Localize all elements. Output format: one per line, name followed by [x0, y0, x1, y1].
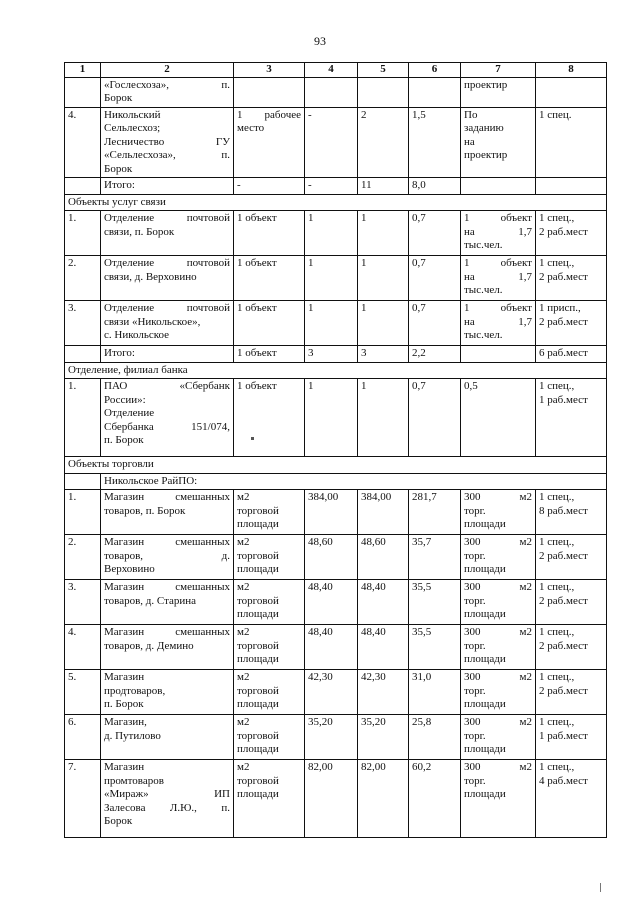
unit-line: - [237, 179, 241, 191]
staff-line: 4 раб.мест [539, 774, 588, 787]
unit [234, 670, 305, 715]
object-name-line: д. Путилово [104, 729, 161, 742]
object-name-line: Борок [104, 162, 133, 175]
staff-line: 1 присп., [539, 302, 581, 314]
table-body [65, 77, 607, 838]
object-name-line: Борок [104, 92, 133, 104]
object-name-line: связи, п. Борок [104, 225, 175, 238]
section-row [65, 362, 607, 379]
table-row [65, 715, 607, 760]
staff-line: 2 раб.мест [539, 225, 588, 238]
header-col-2: 2 [101, 63, 234, 78]
col-4-value: 82,00 [305, 760, 358, 838]
unit-line: м2 [237, 491, 250, 503]
unit-line: торговой [237, 639, 279, 652]
col-6-value: 60,2 [409, 760, 461, 838]
col-5-value: 1 [358, 211, 409, 256]
staff [536, 256, 607, 301]
object-name-line: п. Борок [104, 434, 144, 446]
object-name [101, 178, 234, 195]
norm-line: 300 м2 [464, 716, 532, 728]
staff-line: 1 спец., [539, 626, 575, 638]
norm [461, 346, 536, 363]
subheader-row [65, 473, 607, 490]
object-name [101, 760, 234, 838]
table-row [65, 77, 607, 107]
col-6-value: 281,7 [409, 490, 461, 535]
col-4-value: 1 [305, 379, 358, 457]
unit [234, 346, 305, 363]
norm-line: на [464, 135, 475, 148]
object-name [101, 301, 234, 346]
object-name-line: товаров, п. Борок [104, 504, 186, 517]
col-6-value: 1,5 [409, 107, 461, 178]
col-5-value [358, 77, 409, 107]
staff-line: 2 раб.мест [539, 684, 588, 697]
col-5-value: 82,00 [358, 760, 409, 838]
unit-line: 1 объект [237, 347, 277, 359]
table-row [65, 670, 607, 715]
unit [234, 77, 305, 107]
unit [234, 107, 305, 178]
page-number: 93 [314, 34, 326, 48]
norm-line: торг. [464, 549, 486, 562]
col-5-value: 3 [358, 346, 409, 363]
object-name [101, 490, 234, 535]
unit-line: торговой [237, 774, 279, 787]
col-4-value: 35,20 [305, 715, 358, 760]
col-5-value: 1 [358, 301, 409, 346]
object-name-line: Магазин [104, 761, 145, 773]
staff-line: 6 раб.мест [539, 347, 588, 359]
norm-line: на 1,7 [464, 270, 532, 283]
object-name-line: Залесова Л.Ю., п. [104, 801, 230, 814]
header-col-5: 5 [358, 63, 409, 78]
object-name-line: Магазин смешанных [104, 626, 230, 638]
col-4-value: 1 [305, 301, 358, 346]
unit [234, 760, 305, 838]
object-name-line: продтоваров, [104, 684, 166, 697]
table-row [65, 490, 607, 535]
staff-line: 2 раб.мест [539, 594, 588, 607]
object-name [101, 211, 234, 256]
object-name-line: Никольский [104, 108, 161, 121]
object-name-line: «Мираж» ИП [104, 788, 230, 800]
norm [461, 256, 536, 301]
table-row [65, 535, 607, 580]
norm-line: тыс.чел. [464, 239, 503, 251]
col-4-value: - [305, 178, 358, 195]
unit-line: 1 объект [237, 302, 277, 314]
col-4-value: 48,40 [305, 580, 358, 625]
object-name [101, 715, 234, 760]
unit-line: м2 [237, 626, 250, 638]
object-name-line: России»: [104, 393, 146, 406]
norm [461, 77, 536, 107]
unit-line: площади [237, 653, 279, 665]
col-4-value: 48,40 [305, 625, 358, 670]
col-6-value: 2,2 [409, 346, 461, 363]
staff-line: 2 раб.мест [539, 315, 588, 328]
norm [461, 760, 536, 838]
unit [234, 715, 305, 760]
norm-line: проектир [464, 149, 508, 161]
staff [536, 535, 607, 580]
col-6-value: 8,0 [409, 178, 461, 195]
col-4-value: 1 [305, 256, 358, 301]
object-name-line: Отделение [104, 407, 155, 419]
norm [461, 211, 536, 256]
object-name [101, 77, 234, 107]
header-row [65, 63, 607, 78]
col-6-value: 25,8 [409, 715, 461, 760]
unit-line: 1 объект [237, 380, 277, 392]
staff [536, 211, 607, 256]
col-6-value [409, 77, 461, 107]
col-5-value: 42,30 [358, 670, 409, 715]
row-number: 3. [65, 301, 101, 346]
norm-line: 300 м2 [464, 581, 532, 593]
col-6-value: 0,7 [409, 211, 461, 256]
object-name-line: Отделение почтовой [104, 212, 230, 224]
staff [536, 580, 607, 625]
staff [536, 670, 607, 715]
norm-line: торг. [464, 639, 486, 652]
col-6-value: 35,5 [409, 625, 461, 670]
scan-mark [600, 883, 601, 892]
row-number: 1. [65, 211, 101, 256]
col-4-value: 48,60 [305, 535, 358, 580]
object-name [101, 256, 234, 301]
object-name-line: товаров, д. Старина [104, 594, 197, 607]
norm-line: площади [464, 788, 506, 800]
staff-line: 1 раб.мест [539, 729, 588, 742]
norm [461, 107, 536, 178]
norm [461, 670, 536, 715]
object-name [101, 346, 234, 363]
unit-line: 1 объект [237, 212, 277, 224]
norm-line: проектир [464, 78, 508, 91]
unit [234, 490, 305, 535]
object-name [101, 625, 234, 670]
norm-line: заданию [464, 122, 504, 134]
col-5-value: 384,00 [358, 490, 409, 535]
header-col-6: 6 [409, 63, 461, 78]
row-number: 2. [65, 535, 101, 580]
norm-line: 1 объект [464, 212, 532, 224]
col-5-value: 48,40 [358, 625, 409, 670]
norm [461, 580, 536, 625]
object-name [101, 379, 234, 457]
staff [536, 379, 607, 457]
object-name-line: Магазин [104, 671, 145, 683]
norm-line: площади [464, 653, 506, 665]
row-number: 4. [65, 107, 101, 178]
unit-line: 1 рабочее [237, 108, 301, 121]
section-communications: Объекты услуг связи [65, 194, 607, 211]
col-6-value: 0,7 [409, 301, 461, 346]
object-name-line: ПАО «Сбербанк [104, 380, 230, 392]
col-6-value: 35,5 [409, 580, 461, 625]
staff-line: 2 раб.мест [539, 639, 588, 652]
norm-line: По [464, 108, 478, 121]
norm-line: 300 м2 [464, 536, 532, 548]
norm-line: 300 м2 [464, 761, 532, 773]
row-number: 4. [65, 625, 101, 670]
norm-line: торг. [464, 729, 486, 742]
unit [234, 178, 305, 195]
staff-line: 1 спец., [539, 581, 575, 593]
unit [234, 211, 305, 256]
staff-line: 8 раб.мест [539, 504, 588, 517]
row-number: 5. [65, 670, 101, 715]
unit-line: площади [237, 698, 279, 710]
row-number [65, 178, 101, 195]
staff-line: 2 раб.мест [539, 549, 588, 562]
document-table [64, 62, 607, 838]
unit-line: м2 [237, 671, 250, 683]
object-name-line: Магазин смешанных [104, 491, 230, 503]
object-name-line: Итого: [104, 347, 135, 359]
norm [461, 301, 536, 346]
header-col-3: 3 [234, 63, 305, 78]
col-6-value: 0,7 [409, 256, 461, 301]
unit [234, 301, 305, 346]
staff [536, 346, 607, 363]
table-row [65, 346, 607, 363]
norm [461, 178, 536, 195]
section-row [65, 457, 607, 474]
object-name-line: Отделение почтовой [104, 257, 230, 269]
norm-line: площади [464, 518, 506, 530]
col-4-value: - [305, 107, 358, 178]
unit-line: м2 [237, 761, 250, 773]
norm-line: тыс.чел. [464, 284, 503, 296]
unit [234, 535, 305, 580]
col-4-value: 3 [305, 346, 358, 363]
object-name-line: Магазин смешанных [104, 536, 230, 548]
unit-line: площади [237, 608, 279, 620]
norm-line: площади [464, 608, 506, 620]
object-name-line: Отделение почтовой [104, 302, 230, 314]
norm-line: тыс.чел. [464, 329, 503, 341]
unit [234, 256, 305, 301]
col-5-value: 1 [358, 379, 409, 457]
table-row [65, 301, 607, 346]
staff-line: 1 спец., [539, 761, 575, 773]
object-name-line: с. Никольское [104, 329, 170, 341]
header-col-7: 7 [461, 63, 536, 78]
staff [536, 490, 607, 535]
header-col-1: 1 [65, 63, 101, 78]
staff [536, 77, 607, 107]
row-number: 1. [65, 490, 101, 535]
col-5-value: 2 [358, 107, 409, 178]
unit-line: 1 объект [237, 257, 277, 269]
table-row [65, 760, 607, 838]
col-4-value: 1 [305, 211, 358, 256]
unit-line: м2 [237, 581, 250, 593]
object-name-line: Лесничество ГУ [104, 135, 230, 148]
object-name-line: Сельлесхоз; [104, 122, 161, 134]
object-name-line: Верховино [104, 563, 155, 575]
norm-line: площади [464, 698, 506, 710]
unit [234, 625, 305, 670]
norm [461, 490, 536, 535]
staff-line: 1 спец., [539, 491, 575, 503]
table-row [65, 625, 607, 670]
staff-line: 2 раб.мест [539, 270, 588, 283]
staff [536, 301, 607, 346]
staff-line: 1 спец., [539, 257, 575, 269]
row-number [65, 346, 101, 363]
norm-line: 0,5 [464, 380, 478, 392]
table-row [65, 211, 607, 256]
staff [536, 625, 607, 670]
staff-line: 1 спец. [539, 108, 572, 121]
col-6-value: 0,7 [409, 379, 461, 457]
row-number: 7. [65, 760, 101, 838]
row-number [65, 77, 101, 107]
norm [461, 625, 536, 670]
table-header [65, 63, 607, 78]
norm-line: 1 объект [464, 302, 532, 314]
row-number [65, 473, 101, 490]
object-name-line: Итого: [104, 179, 135, 191]
norm-line: 1 объект [464, 257, 532, 269]
organization-subheader: Никольское РайПО: [101, 473, 607, 490]
unit-line: торговой [237, 504, 279, 517]
row-number: 3. [65, 580, 101, 625]
col-5-value: 35,20 [358, 715, 409, 760]
unit-line: торговой [237, 729, 279, 742]
staff [536, 715, 607, 760]
object-name [101, 670, 234, 715]
col-5-value: 1 [358, 256, 409, 301]
row-number: 2. [65, 256, 101, 301]
col-4-value: 384,00 [305, 490, 358, 535]
header-col-8: 8 [536, 63, 607, 78]
norm [461, 535, 536, 580]
table-row [65, 580, 607, 625]
section-trade: Объекты торговли [65, 457, 607, 474]
unit-line: площади [237, 743, 279, 755]
norm [461, 379, 536, 457]
unit-line: торговой [237, 594, 279, 607]
unit-line: место [237, 122, 265, 134]
norm-line: площади [464, 743, 506, 755]
col-4-value [305, 77, 358, 107]
norm-line: на 1,7 [464, 225, 532, 238]
norm-line: площади [464, 563, 506, 575]
section-bank: Отделение, филиал банка [65, 362, 607, 379]
unit-line: торговой [237, 549, 279, 562]
object-name-line: Борок [104, 815, 133, 827]
unit-line: площади [237, 563, 279, 575]
norm-line: 300 м2 [464, 626, 532, 638]
staff [536, 107, 607, 178]
object-name-line: Магазин смешанных [104, 581, 230, 593]
staff-line: 1 спец., [539, 380, 575, 392]
table-row [65, 178, 607, 195]
unit-line: торговой [237, 684, 279, 697]
object-name [101, 107, 234, 178]
header-col-4: 4 [305, 63, 358, 78]
staff-line: 1 спец., [539, 212, 575, 224]
norm-line: торг. [464, 684, 486, 697]
row-number: 6. [65, 715, 101, 760]
object-name-line: связи «Никольское», [104, 315, 201, 328]
norm-line: на 1,7 [464, 315, 532, 328]
unit-line: м2 [237, 536, 250, 548]
norm-line: торг. [464, 594, 486, 607]
object-name-line: п. Борок [104, 698, 144, 710]
unit [234, 379, 305, 457]
table-row [65, 256, 607, 301]
object-name [101, 535, 234, 580]
norm-line: торг. [464, 774, 486, 787]
object-name-line: промтоваров [104, 774, 164, 787]
staff-line: 1 спец., [539, 536, 575, 548]
unit-line: м2 [237, 716, 250, 728]
col-6-value: 31,0 [409, 670, 461, 715]
table-row [65, 379, 607, 457]
staff [536, 178, 607, 195]
col-5-value: 11 [358, 178, 409, 195]
norm-line: 300 м2 [464, 671, 532, 683]
object-name [101, 580, 234, 625]
object-name-line: «Гослесхоза», п. [104, 78, 230, 91]
norm-line: торг. [464, 504, 486, 517]
unit-line: площади [237, 518, 279, 530]
object-name-line: товаров, д. Демино [104, 639, 194, 652]
unit-line: площади [237, 788, 279, 800]
staff-line: 1 раб.мест [539, 393, 588, 406]
object-name-line: связи, д. Верховино [104, 270, 197, 283]
scan-mark [251, 437, 254, 440]
col-6-value: 35,7 [409, 535, 461, 580]
col-5-value: 48,60 [358, 535, 409, 580]
staff-line: 1 спец., [539, 716, 575, 728]
object-name-line: Сбербанка 151/074, [104, 420, 230, 433]
col-5-value: 48,40 [358, 580, 409, 625]
object-name-line: «Сельлесхоза», п. [104, 149, 230, 161]
norm [461, 715, 536, 760]
table-row [65, 107, 607, 178]
object-name-line: Магазин, [104, 716, 147, 728]
norm-line: 300 м2 [464, 491, 532, 503]
row-number: 1. [65, 379, 101, 457]
staff-line: 1 спец., [539, 671, 575, 683]
col-4-value: 42,30 [305, 670, 358, 715]
staff [536, 760, 607, 838]
unit [234, 580, 305, 625]
object-name-line: товаров, д. [104, 549, 230, 562]
section-row [65, 194, 607, 211]
